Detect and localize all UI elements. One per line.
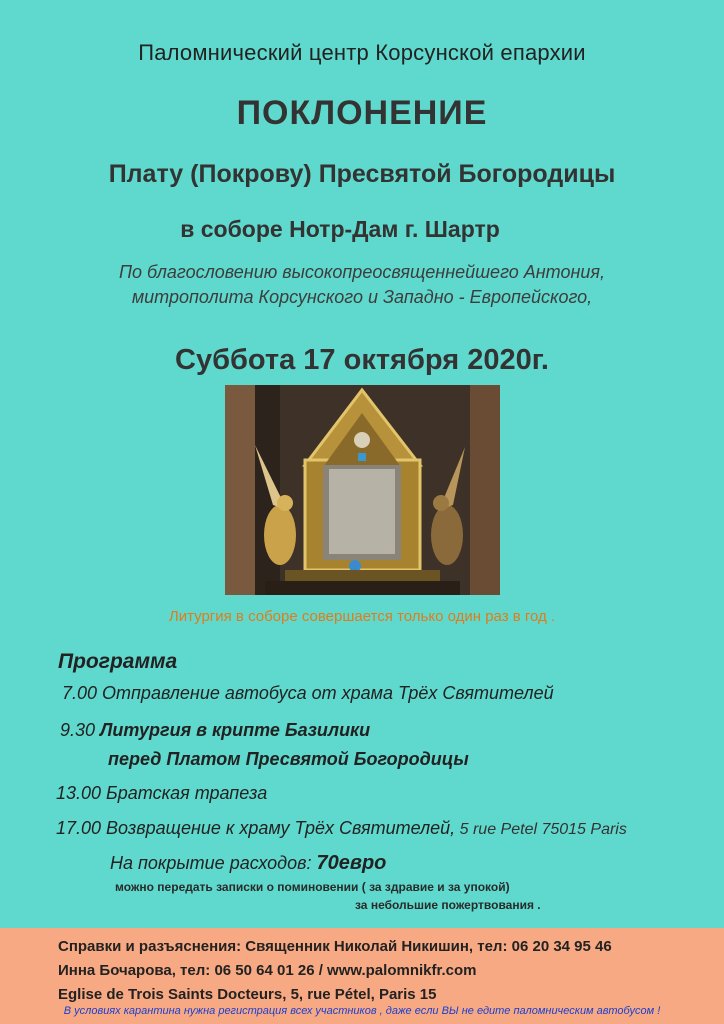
program-item-return-text: 17.00 Возвращение к храму Трёх Святителей,: [56, 818, 456, 838]
place-line: в соборе Нотр-Дам г. Шартр: [180, 216, 500, 242]
reliquary-illustration: [225, 385, 500, 595]
program-item-liturgy-text: Литургия в крипте Базилики: [100, 720, 371, 740]
blessing-line-2: митрополита Корсунского и Западно - Европейского,: [131, 287, 593, 307]
reliquary-photo: [225, 385, 500, 595]
subtitle: Плату (Покрову) Пресвятой Богородицы: [108, 160, 616, 188]
notes-line-2: за небольшие пожертвования .: [355, 898, 541, 912]
program-item-meal: 13.00 Братская трапеза: [56, 783, 268, 803]
footer-address: Eglise de Trois Saints Docteurs, 5, rue Pétel, Paris 15: [58, 986, 437, 1003]
program-item-liturgy: [60, 720, 370, 741]
cost-currency: евро: [338, 852, 387, 874]
program-item-departure: 7.00 Отправление автобуса от храма Трёх Святителей: [62, 683, 554, 703]
program-title: Программа: [58, 650, 178, 673]
blessing-line-1: По благословению высокопреосвященнейшего Антония,: [118, 262, 606, 282]
cost-label: На покрытие расходов:: [110, 853, 317, 873]
program-item-liturgy-line2: перед Платом Пресвятой Богородицы: [108, 749, 469, 769]
cost-amount: 70: [316, 852, 339, 874]
program-item-return-address: 5 rue Petel 75015 Paris: [455, 821, 627, 838]
notes-line-1: можно передать записки о поминовении ( за здравие и за упокой): [115, 880, 510, 894]
footer-contact-website: Инна Бочарова, тел: 06 50 64 01 26 / www.palomnikfr.com: [58, 962, 477, 979]
program-item-return: [56, 818, 627, 839]
quarantine-warning: В условиях карантина нужна регистрация всех участников , даже если ВЫ не едите паломническим автобусом !: [63, 1005, 661, 1017]
cost-line: [110, 852, 386, 875]
liturgy-note: Литургия в соборе совершается только один раз в год .: [168, 608, 556, 625]
footer-contact-priest: Справки и разъяснения: Священник Николай Никишин, тел: 06 20 34 95 46: [58, 938, 612, 955]
program-item-liturgy-time: 9.30: [60, 720, 101, 740]
organization-name: Паломнический центр Корсунской епархии: [138, 40, 586, 65]
event-date: Суббота 17 октября 2020г.: [175, 344, 549, 376]
page-title: ПОКЛОНЕНИЕ: [236, 94, 488, 132]
